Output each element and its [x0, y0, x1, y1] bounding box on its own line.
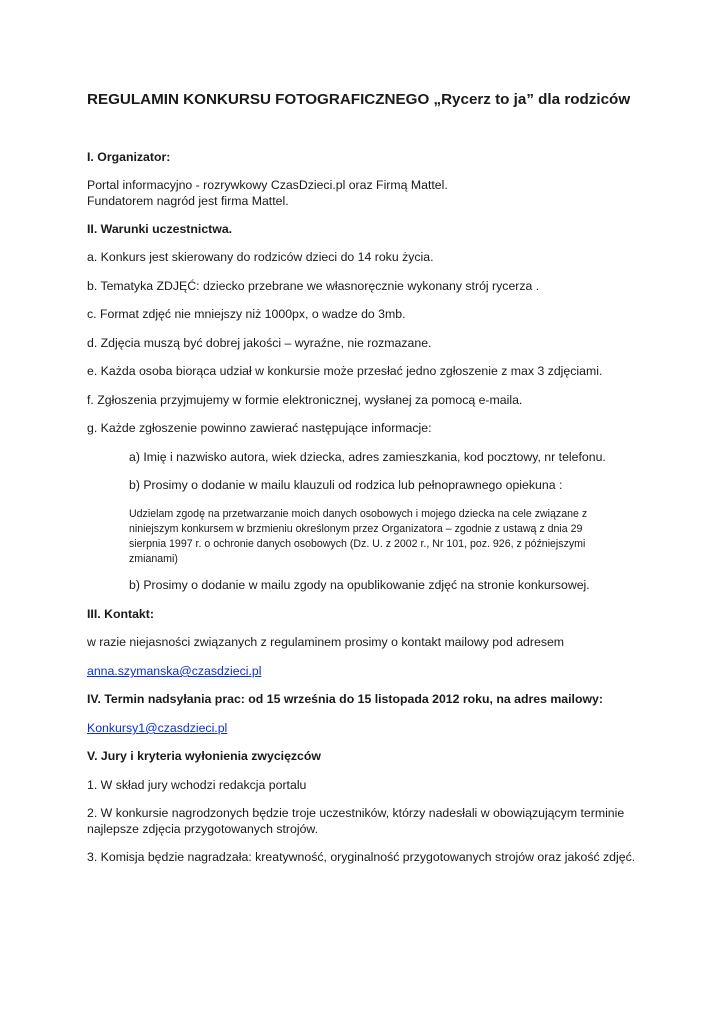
jury-point-2-line-2: najlepsze zdjęcia przygotowanych strojów. — [87, 822, 319, 836]
condition-g: g. Każde zgłoszenie powinno zawierać następujące informacje: — [87, 421, 432, 435]
jury-heading: V. Jury i kryteria wyłonienia zwycięzców — [87, 749, 321, 763]
deadline-email-link[interactable]: Konkursy1@czasdzieci.pl — [87, 721, 228, 735]
contact-text: w razie niejasności związanych z regulaminem prosimy o kontakt mailowy pod adresem — [87, 635, 565, 649]
condition-f: f. Zgłoszenia przyjmujemy w formie elektronicznej, wysłanej za pomocą e-maila. — [87, 393, 523, 407]
condition-b: b. Tematyka ZDJĘĆ: dziecko przebrane we własnoręcznie wykonany strój rycerza . — [87, 279, 540, 293]
document-title: REGULAMIN KONKURSU FOTOGRAFICZNEGO „Rycerz to ja” dla rodziców — [87, 91, 631, 108]
consent-line-1: Udzielam zgodę na przetwarzanie moich danych osobowych i mojego dziecka na cele związane z — [129, 508, 588, 520]
jury-point-3: 3. Komisja będzie nagradzała: kreatywność, oryginalność przygotowanych strojów oraz jakość zdjęć. — [87, 850, 636, 864]
jury-point-1: 1. W skład jury wchodzi redakcja portalu — [87, 778, 307, 792]
contact-email-link[interactable]: anna.szymanska@czasdzieci.pl — [87, 664, 262, 678]
organizer-line-2: Fundatorem nagród jest firma Mattel. — [87, 194, 289, 208]
contact-heading: III. Kontakt: — [87, 607, 154, 621]
consent-line-4: zmianami) — [129, 553, 178, 565]
condition-a: a. Konkurs jest skierowany do rodziców dzieci do 14 roku życia. — [87, 250, 434, 264]
consent-line-3: sierpnia 1997 r. o ochronie danych osobowych (Dz. U. z 2002 r., Nr 101, poz. 926, z późniejszymi — [129, 538, 586, 550]
consent-line-2: niniejszym konkursem w brzmieniu określonym przez Organizatora – zgodnie z ustawą z dnia 29 — [129, 523, 583, 535]
organizer-line-1: Portal informacyjno - rozrywkowy CzasDzieci.pl oraz Firmą Mattel. — [87, 178, 448, 192]
condition-g-b2: b) Prosimy o dodanie w mailu zgody na opublikowanie zdjęć na stronie konkursowej. — [129, 578, 590, 592]
condition-c: c. Format zdjęć nie mniejszy niż 1000px, o wadze do 3mb. — [87, 307, 406, 321]
organizer-heading: I. Organizator: — [87, 150, 171, 164]
conditions-heading: II. Warunki uczestnictwa. — [87, 222, 233, 236]
condition-e: e. Każda osoba biorąca udział w konkursie może przesłać jedno zgłoszenie z max 3 zdjęciami. — [87, 364, 603, 378]
jury-point-2-line-1: 2. W konkursie nagrodzonych będzie troje uczestników, którzy nadesłali w obowiązującym terminie — [87, 806, 625, 820]
deadline-heading: IV. Termin nadsyłania prac: od 15 września do 15 listopada 2012 roku, na adres mailowy: — [87, 692, 603, 706]
condition-d: d. Zdjęcia muszą być dobrej jakości – wyraźne, nie rozmazane. — [87, 336, 432, 350]
condition-g-a: a) Imię i nazwisko autora, wiek dziecka, adres zamieszkania, kod pocztowy, nr telefonu. — [129, 450, 606, 464]
condition-g-b: b) Prosimy o dodanie w mailu klauzuli od rodzica lub pełnoprawnego opiekuna : — [129, 478, 563, 492]
